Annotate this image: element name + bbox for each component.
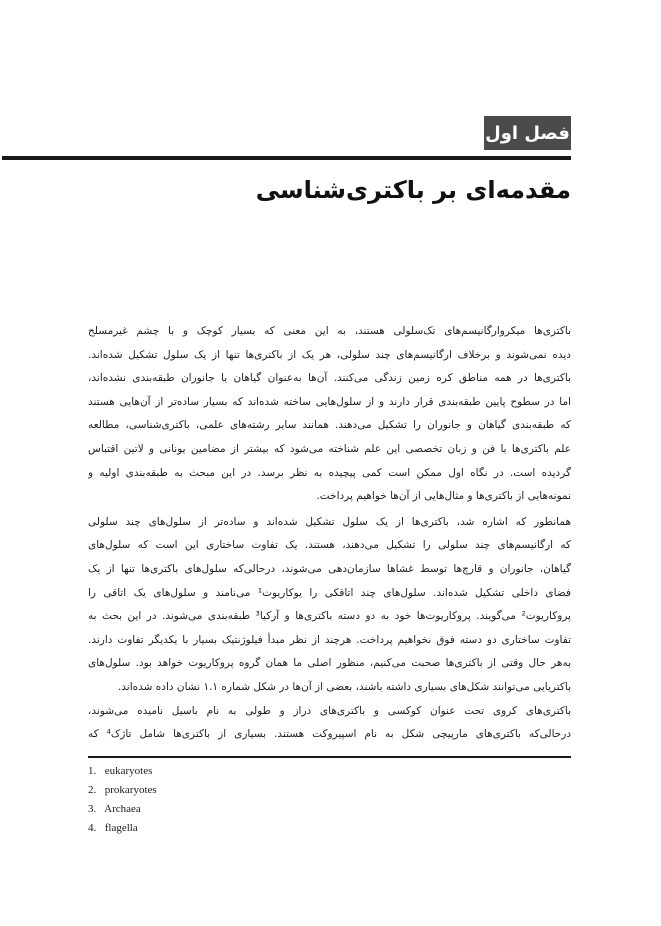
footnote-item — [88, 800, 388, 819]
text-line: باکتریایی می‌توانند شکل‌های بسیاری داشته باشند، بعضی از آن‌ها در شکل شماره ۱.۱ نشان داده شده‌اند. — [117, 680, 571, 693]
paragraph-2 — [88, 511, 571, 700]
text-line: باکتری‌های کروی تحت عنوان کوکسی و باکتری‌های دراز و طولی به نام باسیل نامیده می‌شوند، — [88, 704, 571, 717]
footnote-text: Archaea — [104, 803, 141, 815]
footnote-text: flagella — [104, 822, 138, 834]
text-line: همانطور که اشاره شد، باکتری‌ها از یک سلول تشکیل شده‌اند و ساده‌تر از سلول‌های چند سلولی — [88, 515, 571, 528]
text-line: تفاوت ساختاری دو دسته فوق نخواهیم پرداخت. هرچند از نظر مبدأ فیلوژنتیک بسیار با یکدیگر تفاوت دارند. — [88, 633, 571, 646]
text-line: گیاهان، جانوران و قارچ‌ها توسط غشاها سازمان‌دهی می‌شوند، درحالی‌که سلول‌های باکتری‌ها تنها از یک — [88, 562, 571, 575]
chapter-title: مقدمه‌ای بر باکتری‌شناسی — [255, 176, 571, 204]
footnote-text: prokaryotes — [104, 784, 157, 796]
text-line: اما در سطوح پایین طبقه‌بندی قرار دارند و از سلول‌هایی ساخته شده‌اند که بسیار ساده‌تر از آن‌هایی هستند — [88, 395, 571, 408]
footnote-number: 4. — [88, 822, 97, 834]
footnotes — [88, 762, 388, 838]
text-line: گردیده است. در نگاه اول ممکن است کمی پیچیده به نظر برسد. در این مبحث به طبقه‌بندی اولیه و — [88, 466, 571, 479]
body-text — [88, 320, 571, 747]
footnote-item — [88, 762, 388, 781]
text-line: که ارگانیسم‌های چند سلولی را تشکیل می‌دهند، هستند. یک تفاوت ساختاری این است که سلول‌های — [88, 539, 571, 552]
text-line: دیده نمی‌شوند و برخلاف ارگانیسم‌های چند سلولی، هر یک از باکتری‌ها تنها از یک سلول تشکیل شده‌اند. — [88, 348, 571, 361]
paragraph-1 — [88, 320, 571, 509]
chapter-label: فصل اول — [485, 122, 570, 144]
text-line: درحالی‌که باکتری‌های مارپیچی شکل به نام اسپیروکت هستند. بسیاری از باکتری‌ها شامل تاژک⁴ که — [88, 728, 571, 741]
text-line: باکتری‌ها در همه مناطق کره زمین زندگی می‌کنند. آن‌ها به‌عنوان گیاهان یا جانوران طبقه‌بندی نشده‌اند، — [88, 372, 571, 385]
text-line: باکتری‌ها میکروارگانیسم‌های تک‌سلولی هستند، به این معنی که بسیار کوچک و با چشم غیرمسلح — [88, 325, 571, 337]
footnote-number: 2. — [88, 784, 97, 796]
footnote-rule — [88, 756, 571, 758]
chapter-header-rule — [2, 156, 571, 160]
text-line: پروکاریوت² می‌گویند. پروکاریوت‌ها خود به دو دسته باکتری‌ها و آرکیا³ طبقه‌بندی می‌شوند. در این بحث به — [88, 610, 571, 623]
text-line: علم باکتری‌ها با فن و زبان تخصصی این علم شناخته می‌شود که بیشتر از مضامین یونانی و لاتین اقتباس — [88, 442, 571, 455]
footnote-text: eukaryotes — [104, 765, 153, 777]
paragraph-3 — [88, 700, 571, 747]
text-line: نمونه‌هایی از باکتری‌ها و مثال‌هایی از آن‌ها خواهیم پرداخت. — [316, 490, 571, 503]
footnote-item — [88, 819, 388, 838]
footnote-item — [88, 781, 388, 800]
chapter-label-box — [484, 116, 571, 150]
footnote-number: 3. — [88, 803, 97, 815]
text-line: که طبقه‌بندی گیاهان و جانوران را تشکیل می‌دهند. همانند سایر رشته‌های علمی، باکتری‌شناسی، مطالعه — [88, 419, 571, 432]
text-line: فضای داخلی تشکیل شده‌اند. سلول‌های چند اتاقکی را یوکاریوت¹ می‌نامند و سلول‌های یک اتاقی را — [88, 586, 571, 599]
footnote-number: 1. — [88, 765, 97, 777]
text-line: به‌هر حال وقتی از باکتری‌ها صحبت می‌کنیم، منظور اصلی ما همان گروه پروکاریوت خواهد بود. سلول‌های — [88, 657, 571, 670]
